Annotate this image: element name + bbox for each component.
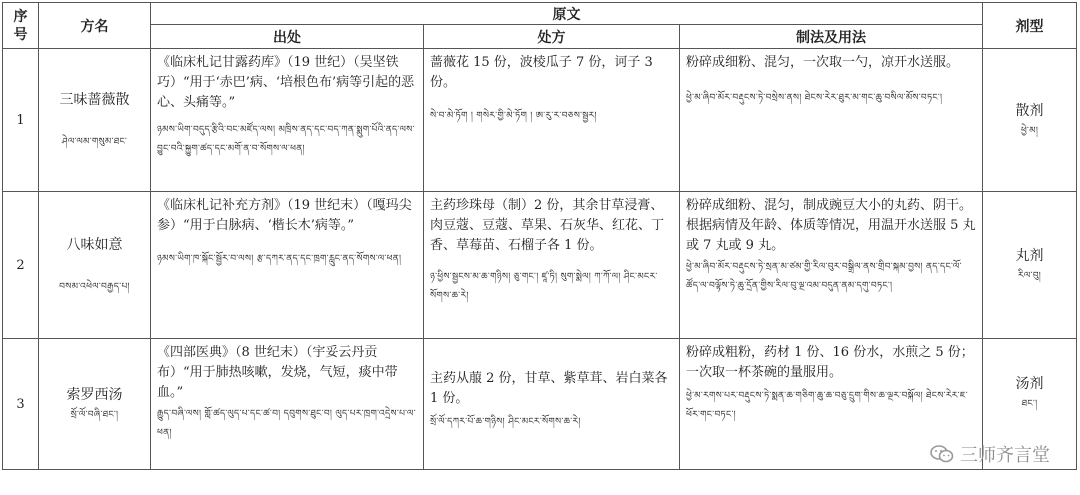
formula-name-cell xyxy=(39,49,151,192)
formula-name-tibetan: བསམ་འཕེལ་བརྒྱད་པ། xyxy=(59,281,130,292)
watermark-text: 三师齐言堂 xyxy=(960,445,1050,466)
formula-name-cell xyxy=(39,192,151,339)
method-text: 粉碎成细粉、混匀，制成豌豆大小的丸药、阴干。根据病情及年龄、体质等情况，用温开水送服 5 丸或 7 丸或 9 丸。 xyxy=(686,198,976,253)
formula-name-cell xyxy=(39,339,151,470)
source-cell xyxy=(151,339,424,470)
prescription-text: 主药珍珠母（制）2 份，其余甘草浸膏、肉豆蔻、豆蔻、草果、石灰华、红花、丁香、草莓苗、石榴子各 1 份。 xyxy=(430,198,665,253)
wechat-icon xyxy=(930,445,954,463)
prescription-tibetan: སྲོ་ལོ་དཀར་པོ་ཆ་གཉིས། ཤིང་མངར་སོགས་ཆ་རེ། xyxy=(430,417,581,427)
method-tibetan: ཕྱེ་མ་ཞིབ་མོར་བརྡུངས་ཏེ་སྲན་མ་ཙམ་གྱི་རིལ་བུར་བསྒྲིལ་ནས་གྲིབ་སྐམ་བྱས། ནད་དང་ལོ་ཚོད་ལ་བལྟོས་ཏེ་ཆུ་དྲོན་གྱིས་རིལ་བུ་ལྔ་འམ་བདུན་ནམ་དགུ་བཏང་། xyxy=(686,262,962,291)
formula-name-tibetan: ཤེལ་ལམ་གསུམ་ཐང་ xyxy=(61,136,128,147)
dosage-form-cell xyxy=(983,192,1077,339)
header-source: 出处 xyxy=(151,25,424,49)
header-dosage-form: 剂型 xyxy=(983,3,1077,49)
dosage-form-cell xyxy=(983,49,1077,192)
prescription-cell xyxy=(424,339,680,470)
dosage-form: 丸剂 xyxy=(1015,247,1044,264)
source-cell xyxy=(151,192,424,339)
source-text: 《四部医典》（8 世纪末）（宇妥云丹贡布）“用于肺热咳嗽，发烧，气短，痰中带血。” xyxy=(157,345,398,400)
method-text: 粉碎成细粉、混匀，一次取一勺，凉开水送服。 xyxy=(686,55,960,70)
method-cell xyxy=(680,192,983,339)
formula-name: 三味蔷薇散 xyxy=(59,91,130,108)
table-row xyxy=(3,192,1077,339)
dosage-form: 汤剂 xyxy=(1015,376,1044,392)
dosage-form-tibetan: ཕྱེ་མ། xyxy=(1020,125,1039,136)
method-tibetan: ཕྱེ་མ་ཞིབ་མོར་བརྡུངས་ཏེ་བསྲེས་ནས། ཐེངས་རེར་ཐུར་མ་གང་ཆུ་བསིལ་མོས་བཏང་། xyxy=(686,93,943,103)
method-text: 粉碎成粗粉，药材 1 份、16 份水，水煎之 5 份；一次取一杯茶碗的量服用。 xyxy=(686,345,974,380)
header-original-text: 原文 xyxy=(151,3,983,25)
prescription-text: 蔷薇花 15 份，波棱瓜子 7 份，诃子 3 份。 xyxy=(430,55,653,90)
source-tibetan: ཉམས་ཡིག་བདུད་རྩིའི་བང་མཛོད་ལས། མཁྲིས་ནད་དང་བད་ཀན་སྨུག་པོའི་ནད་ལས་བྱུང་བའི་སྐྱུག་ཚད་དང་མགོ་ན་བ་སོགས་ལ་ཕན། xyxy=(157,125,415,154)
prescription-cell xyxy=(424,192,680,339)
prescription-tibetan: སེ་བ་མེ་ཏོག ། གསེར་གྱི་མེ་ཏོག ། ཨ་རུ་ར་བཅས་སྦྱར། xyxy=(430,111,597,121)
dosage-form-tibetan: ཐང་། xyxy=(1021,399,1038,409)
prescription-cell xyxy=(424,49,680,192)
source-tibetan: ཉམས་ཡིག་ཁ་སྐོང་སྦྱོར་བ་ལས། རྩ་དཀར་ནད་དང་ཁྲག་རླུང་ནད་སོགས་ལ་ཕན། xyxy=(157,254,402,264)
source-text: 《临床札记甘露药库》（19 世纪）（吴坚铁巧）“用于‘赤巴’病、‘培根色布’病等引起的恶心、头痛等。” xyxy=(157,55,415,110)
table-row xyxy=(3,49,1077,192)
row-number: 1 xyxy=(3,49,39,192)
row-number: 3 xyxy=(3,339,39,470)
dosage-form: 散剂 xyxy=(1015,102,1044,119)
formula-name: 索罗西汤 xyxy=(66,386,123,403)
formula-name: 八味如意 xyxy=(66,236,123,253)
header-prescription: 处方 xyxy=(424,25,680,49)
header-formula-name: 方名 xyxy=(39,3,151,49)
method-cell xyxy=(680,49,983,192)
source-text: 《临床札记补充方剂》（19 世纪末）（嘎玛尖参）“用于白脉病、‘楷长木’病等。” xyxy=(157,198,412,233)
method-tibetan: ཕྱེ་མ་རགས་པར་བརྡུངས་ཏེ་སྨན་ཆ་གཅིག་ཆུ་ཆ་བཅུ་དྲུག་གིས་ཆ་ལྔར་བསྐོལ། ཐེངས་རེར་ཇ་ཕོར་གང་བཏང་། xyxy=(686,391,968,420)
header-method: 制法及用法 xyxy=(680,25,983,49)
prescription-text: 主药从菔 2 份，甘草、紫草茸、岩白菜各 1 份。 xyxy=(430,371,668,406)
table-row xyxy=(3,339,1077,470)
formula-name-tibetan: སྲོ་ལོ་བཞི་ཐང་། xyxy=(70,409,119,420)
row-number: 2 xyxy=(3,192,39,339)
dosage-form-tibetan: རིལ་བུ། xyxy=(1017,270,1042,281)
source-cell xyxy=(151,49,424,192)
formula-table xyxy=(2,2,1077,470)
watermark xyxy=(930,441,1050,467)
prescription-tibetan: ཉ་ཕྱིས་སྦྱངས་མ་ཆ་གཉིས། ཅུ་གང་། ཛཱ་ཏི། སུག་སྨེལ། ཀ་ཀོ་ལ། ཤིང་མངར་སོགས་ཆ་རེ། xyxy=(430,272,658,301)
header-number: 序号 xyxy=(3,3,39,49)
source-tibetan: རྒྱུད་བཞི་ལས། གློ་ཚད་ལུད་པ་དང་ཚ་བ། དབུགས་ཐུང་བ། ལུད་པར་ཁྲག་འདྲེས་པ་ལ་ཕན། xyxy=(157,409,416,438)
